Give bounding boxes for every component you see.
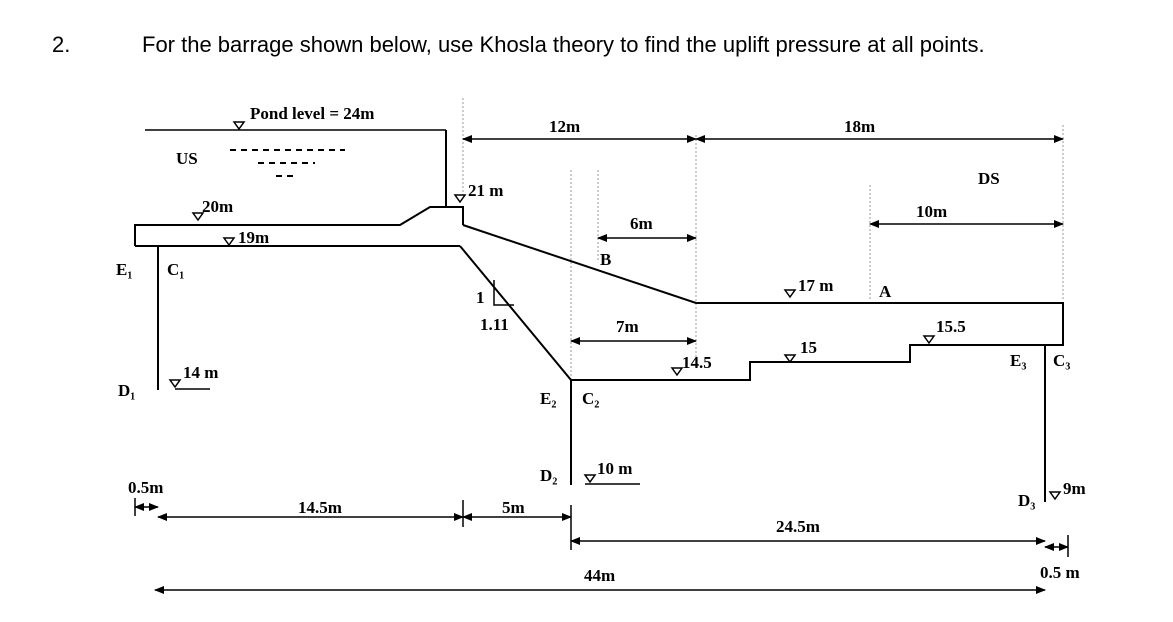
elevation-17m: 17 m xyxy=(798,276,834,295)
dim-14-5m: 14.5m xyxy=(298,498,342,517)
point-d2: D₂ xyxy=(540,466,558,485)
elevation-15-5: 15.5 xyxy=(936,317,966,336)
question-text: For the barrage shown below, use Khosla theory to find the uplift pressure at all points. xyxy=(142,32,985,57)
dim-0-5m-left: 0.5m xyxy=(128,478,164,497)
point-a: A xyxy=(879,282,892,301)
point-d3: D₃ xyxy=(1018,491,1036,510)
barrage-profile xyxy=(135,130,1063,502)
elevation-9m: 9m xyxy=(1063,479,1086,498)
pond-level-label: Pond level = 24m xyxy=(250,104,375,123)
dim-44m: 44m xyxy=(584,566,616,585)
elevation-14m: 14 m xyxy=(183,363,219,382)
point-c2: C₂ xyxy=(582,389,600,408)
guide-lines xyxy=(463,98,1063,380)
question-number: 2. xyxy=(52,32,71,57)
us-label: US xyxy=(176,149,198,168)
dim-5m: 5m xyxy=(502,498,525,517)
elevation-21m: 21 m xyxy=(468,181,504,200)
point-e1: E₁ xyxy=(116,260,133,279)
slope-vertical: 1 xyxy=(476,288,485,307)
point-c3: C₃ xyxy=(1053,351,1071,370)
dim-12m: 12m xyxy=(549,117,581,136)
point-c1: C₁ xyxy=(167,260,185,279)
elevation-10m: 10 m xyxy=(597,459,633,478)
elevation-19m: 19m xyxy=(238,228,270,247)
point-e2: E₂ xyxy=(540,389,557,408)
dim-6m: 6m xyxy=(630,214,653,233)
dim-18m: 18m xyxy=(844,117,876,136)
point-d1: D₁ xyxy=(118,381,136,400)
point-e3: E₃ xyxy=(1010,351,1027,370)
ds-label: DS xyxy=(978,169,1000,188)
elevation-14-5: 14.5 xyxy=(682,353,712,372)
slope-horizontal: 1.11 xyxy=(480,315,509,334)
elevation-15: 15 xyxy=(800,338,817,357)
level-markers xyxy=(170,122,1060,499)
dim-10m: 10m xyxy=(916,202,948,221)
elevation-20m: 20m xyxy=(202,197,234,216)
point-b: B xyxy=(600,250,612,269)
dim-24-5m: 24.5m xyxy=(776,517,820,536)
dim-7m: 7m xyxy=(616,317,639,336)
dim-0-5m-right: 0.5 m xyxy=(1040,563,1080,582)
